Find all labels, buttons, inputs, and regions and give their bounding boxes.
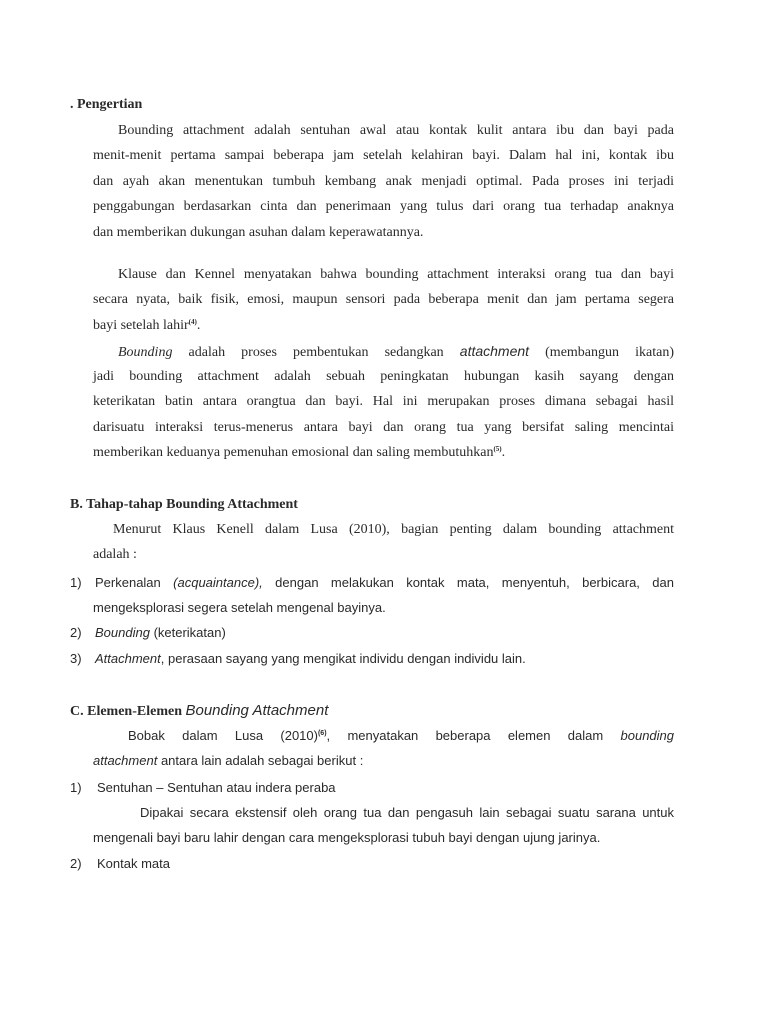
list-number: 1) bbox=[70, 575, 82, 590]
list-item bbox=[95, 651, 526, 666]
list-item: Sentuhan – Sentuhan atau indera peraba bbox=[97, 780, 336, 795]
list-item-text: Perkenalan bbox=[95, 575, 174, 590]
term-attachment: attachment bbox=[459, 343, 530, 359]
list-item bbox=[95, 625, 226, 640]
heading-italic-term: Bounding Attachment bbox=[185, 702, 329, 719]
list-number: 1) bbox=[70, 780, 82, 795]
citation-ref: (5) bbox=[493, 445, 502, 453]
paragraph-3-line bbox=[93, 445, 505, 461]
section-c-intro bbox=[128, 728, 674, 743]
section-a-heading: . Pengertian bbox=[70, 97, 143, 112]
term-bounding: bounding bbox=[620, 728, 674, 743]
section-b-intro: adalah : bbox=[93, 547, 137, 562]
paragraph-3-text: (membangun ikatan) bbox=[529, 345, 674, 360]
paragraph-2-line: secara nyata, baik fisik, emosi, maupun sensori pada beberapa menit dan jam pertama segera bbox=[93, 292, 674, 307]
intro-text: , menyatakan beberapa elemen dalam bbox=[326, 728, 621, 743]
term-bounding: Bounding bbox=[95, 625, 150, 640]
paragraph-3-line bbox=[118, 343, 674, 361]
paragraph-1-line: menit-menit pertama sampai beberapa jam setelah kelahiran bayi. Dalam hal ini, kontak ibu bbox=[93, 148, 674, 163]
period: . bbox=[501, 445, 506, 460]
intro-text: antara lain adalah sebagai berikut : bbox=[157, 753, 364, 768]
list-item-text: dengan melakukan kontak mata, menyentuh, berbicara, dan bbox=[262, 575, 674, 590]
paragraph-3-text: memberikan keduanya pemenuhan emosional dan saling membutuhkan bbox=[93, 445, 494, 460]
list-number: 2) bbox=[70, 625, 82, 640]
term-bounding: Bounding bbox=[118, 345, 173, 360]
paragraph-3-line: darisuatu interaksi terus-menerus antara bayi dan orang tua yang bersifat saling mencintai bbox=[93, 420, 674, 435]
citation-ref: (6) bbox=[317, 730, 327, 737]
list-item-text: , perasaan sayang yang mengikat individu dengan individu lain. bbox=[160, 651, 526, 666]
paragraph-2-line bbox=[93, 318, 200, 334]
section-c-heading bbox=[70, 702, 328, 720]
period: . bbox=[196, 318, 201, 333]
paragraph-1-line: Bounding attachment adalah sentuhan awal atau kontak kulit antara ibu dan bayi pada bbox=[118, 123, 674, 138]
paragraph-3-line: jadi bounding attachment adalah sebuah peningkatan hubungan kasih sayang dengan bbox=[93, 369, 674, 384]
section-b-heading: B. Tahap-tahap Bounding Attachment bbox=[70, 497, 298, 512]
paragraph-2-text: bayi setelah lahir bbox=[93, 318, 189, 333]
heading-text: C. Elemen-Elemen bbox=[70, 704, 186, 719]
paragraph-3-text: adalah proses pembentukan sedangkan bbox=[172, 345, 460, 360]
section-c-intro bbox=[93, 753, 363, 768]
list-item: Kontak mata bbox=[97, 856, 170, 871]
paragraph-1-line: penggabungan berdasarkan cinta dan penerimaan yang tulus dari orang tua terhadap anaknya bbox=[93, 199, 674, 214]
section-b-intro: Menurut Klaus Kenell dalam Lusa (2010), bagian penting dalam bounding attachment bbox=[113, 522, 674, 537]
term-attachment: attachment bbox=[93, 753, 158, 768]
list-number: 2) bbox=[70, 856, 82, 871]
list-item-description: Dipakai secara ekstensif oleh orang tua dan pengasuh lain sebagai suatu sarana untuk bbox=[140, 805, 674, 820]
list-item bbox=[95, 575, 674, 590]
citation-ref: (4) bbox=[188, 318, 197, 326]
term-acquaintance: (acquaintance), bbox=[173, 575, 263, 590]
list-item-continuation: mengeksplorasi segera setelah mengenal bayinya. bbox=[93, 600, 386, 615]
paragraph-2-line: Klause dan Kennel menyatakan bahwa bounding attachment interaksi orang tua dan bayi bbox=[118, 267, 674, 282]
list-number: 3) bbox=[70, 651, 82, 666]
paragraph-1-line: dan ayah akan menentukan tumbuh kembang anak menjadi optimal. Pada proses ini terjadi bbox=[93, 174, 674, 189]
term-attachment: Attachment bbox=[95, 651, 161, 666]
intro-text: Bobak dalam Lusa (2010) bbox=[128, 728, 318, 743]
paragraph-1-line: dan memberikan dukungan asuhan dalam keperawatannya. bbox=[93, 225, 424, 240]
paragraph-3-line: keterikatan batin antara orangtua dan bayi. Hal ini merupakan proses dimana sebagai hasil bbox=[93, 394, 674, 409]
list-item-text: (keterikatan) bbox=[149, 625, 226, 640]
list-item-description: mengenali bayi baru lahir dengan cara mengeksplorasi tubuh bayi dengan ujung jarinya. bbox=[93, 830, 601, 845]
